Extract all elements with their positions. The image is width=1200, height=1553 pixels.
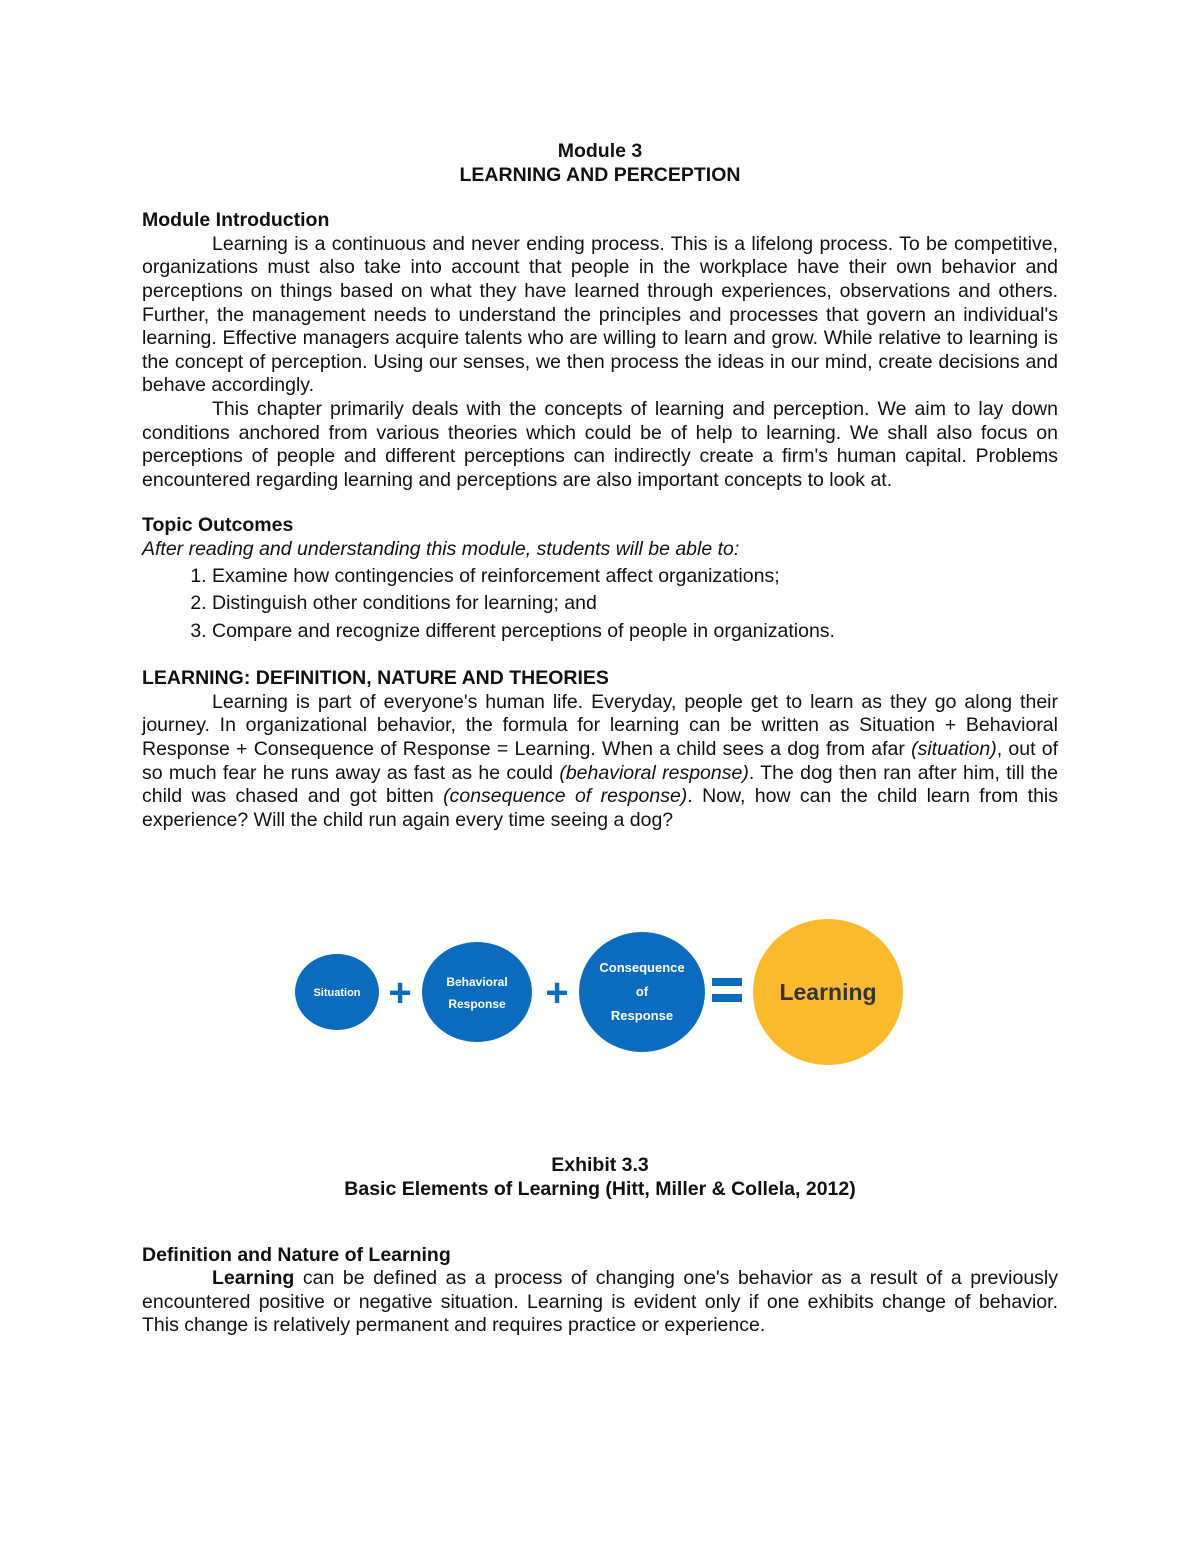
situation-label: Situation bbox=[313, 987, 361, 1000]
situation-term: (situation) bbox=[911, 738, 997, 761]
behavioral-term: (behavioral response) bbox=[559, 761, 749, 784]
definition-paragraph bbox=[142, 1267, 1058, 1338]
outcome-item: 1. Examine how contingencies of reinforcement affect organizations; bbox=[212, 565, 1058, 589]
outcomes-lead: After reading and understanding this module, students will be able to: bbox=[142, 537, 740, 560]
intro-paragraph-2: This chapter primarily deals with the concepts of learning and perception. We aim to lay down conditions anchored from various theories which could be of help to learning. We shall also focus on perceptions of people and different perceptions can indirectly create a firm's human capital. Problems encountered regarding learning and perceptions are also important concepts to look at. bbox=[142, 397, 1058, 491]
equals-bar-top bbox=[712, 978, 742, 986]
theories-text-d: . Now, how can the child learn from this experience? Will the child run again every time seeing a dog? bbox=[142, 785, 1058, 831]
plus-sign-2: + bbox=[545, 971, 569, 1016]
theories-text-c: . The dog then ran after him, till the child was chased and got bitten bbox=[142, 761, 1058, 808]
exhibit-number: Exhibit 3.3 bbox=[551, 1154, 649, 1177]
theories-heading: LEARNING: DEFINITION, NATURE AND THEORIES bbox=[142, 667, 609, 690]
document-page bbox=[142, 140, 1058, 1338]
outcomes-heading: Topic Outcomes bbox=[142, 514, 294, 537]
equals-bar-bottom bbox=[712, 994, 742, 1002]
definition-heading: Definition and Nature of Learning bbox=[142, 1243, 451, 1266]
outcomes-list bbox=[142, 565, 1058, 644]
theories-text-b: , out of so much fear he runs away as fast as he could bbox=[142, 738, 1059, 784]
behavioral-response-circle bbox=[422, 942, 532, 1042]
formula-graphic bbox=[292, 912, 912, 1072]
outcome-item: 2. Distinguish other conditions for learning; and bbox=[212, 592, 1058, 616]
intro-heading: Module Introduction bbox=[142, 209, 330, 232]
definition-term: Learning bbox=[212, 1267, 295, 1290]
behavioral-label-2: Response bbox=[448, 997, 506, 1012]
consequence-label-1: Consequence bbox=[599, 960, 685, 976]
theories-text-a: Learning is part of everyone's human life. Everyday, people get to learn as they go along their journey. In organizational behavior, the formula for learning can be written as Situation + Behavioral Response + Consequence of Response = Learning. When a child sees a dog from afar bbox=[142, 690, 1058, 761]
consequence-label-2: of bbox=[635, 984, 649, 1000]
theories-paragraph bbox=[142, 691, 1058, 833]
definition-text: can be defined as a process of changing one's behavior as a result of a previously encountered positive or negative situation. Learning is evident only if one exhibits change of behavior. This change is relatively permanent and requires practice or experience. bbox=[142, 1267, 1058, 1337]
consequence-label-3: Response bbox=[610, 1008, 674, 1024]
module-title: LEARNING AND PERCEPTION bbox=[459, 163, 741, 186]
plus-sign-1: + bbox=[388, 971, 412, 1016]
consequence-term: (consequence of response) bbox=[443, 785, 688, 808]
learning-formula-diagram bbox=[142, 832, 1058, 1132]
behavioral-label-1: Behavioral bbox=[446, 975, 508, 990]
module-number: Module 3 bbox=[557, 140, 643, 162]
learning-label: Learning bbox=[779, 979, 877, 1006]
exhibit-caption: Basic Elements of Learning (Hitt, Miller & Collela, 2012) bbox=[344, 1178, 856, 1201]
intro-paragraph-1: Learning is a continuous and never ending process. This is a lifelong process. To be competitive, organizations must also take into account that people in the workplace have their own behavior and perceptions on things based on what they have learned through experiences, observations and others. Further, the management needs to understand the principles and processes that govern an individual's learning. Effective managers acquire talents who are willing to learn and grow. While relative to learning is the concept of perception. Using our senses, we then process the ideas in our mind, create decisions and behave accordingly. bbox=[142, 232, 1058, 397]
outcome-item: 3. Compare and recognize different perceptions of people in organizations. bbox=[212, 620, 1058, 644]
